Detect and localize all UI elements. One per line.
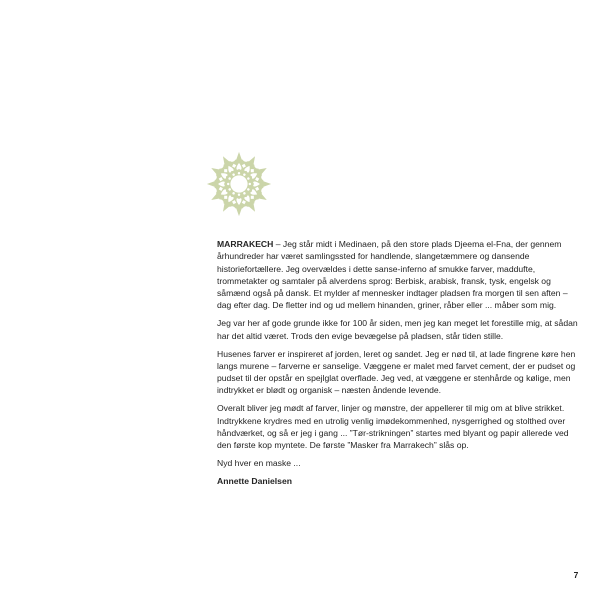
body-text [217,238,584,493]
signoff-line: Nyd hver en maske ... [217,458,301,469]
author-name: Annette Danielsen [217,476,292,487]
paragraph-3: Husenes farver er inspireret af jorden, leret og sandet. Jeg er nød til, at lade fingrene køre hen langs murene – farverne er sanselige. Væggene er malet med farvet cement, der er pudset og pudset til der opstår en spejlglat overflade. Jeg ved, at væggene er stenhårde og kølige, men indtrykket er blødt og organisk – næsten åndende levende. [217,348,576,396]
page-number: 7 [573,570,579,580]
moroccan-star-rosette-icon [202,147,276,221]
rosette-svg [202,147,276,221]
paragraph-4: Overalt bliver jeg mødt af farver, linjer og mønstre, der appellerer til mig om at blive strikket. Indtrykkene krydres med en utrolig venlig imødekommenhed, nysgerrighed og stolthed over håndværket, og så er jeg i gang ... ”Tør-strikningen” startes med blyant og papir allerede ved den første kop myntete. De første ”Masker fra Marrakech” slås op. [217,403,569,451]
paragraph-2: Jeg var her af gode grunde ikke for 100 år siden, men jeg kan meget let forestille mig, at sådan har det altid været. Trods den evige bevægelse på pladsen, står tiden stille. [217,318,578,341]
lead-word: MARRAKECH [217,239,274,249]
paragraph-intro-text: – Jeg står midt i Medinaen, på den store plads Djeema el-Fna, der gennem århundreder har været samlingssted for handlende, slangetæmmere og dansende historiefortællere. Jeg overvældes i dette sanse-inferno af smukke farver, maddufte, trommetakter og samtaler på alverdens sprog: Berbisk, arabisk, fransk, tysk, engelsk og såmænd også på dansk. Et mylder af mennesker indtager pladsen fra morgen til sen aften – dag efter dag. De fletter ind og ud mellem hinanden, griner, råber eller ... måber som mig. [217,239,568,311]
paragraph-intro [217,238,584,312]
